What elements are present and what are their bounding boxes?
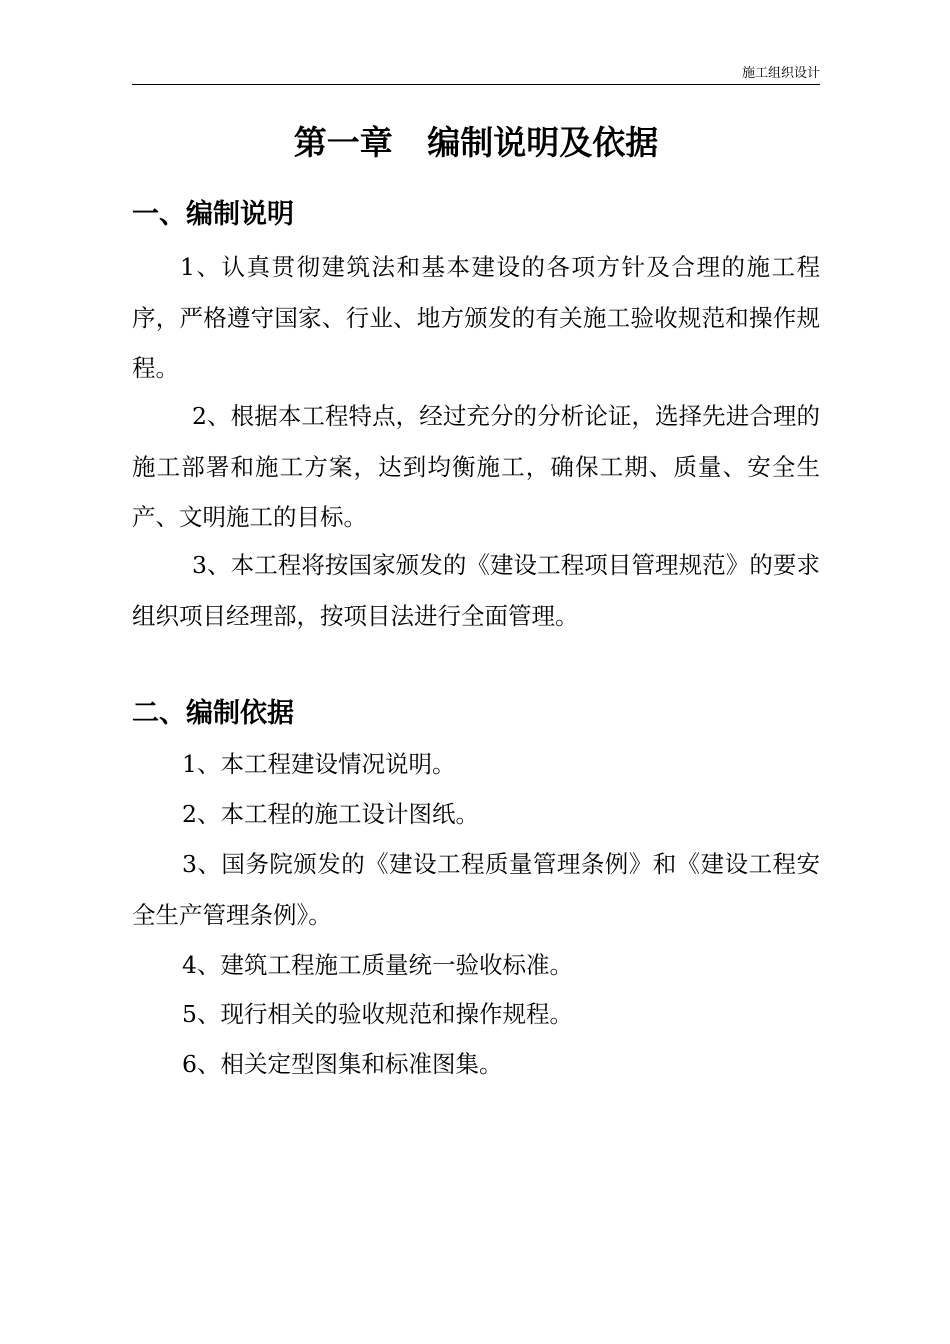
list-item: 4、建筑工程施工质量统一验收标准。: [182, 951, 573, 979]
list-item: 5、现行相关的验收规范和操作规程。: [182, 1000, 573, 1028]
section-heading-basis: 二、编制依据: [132, 698, 294, 729]
section-heading-explanation: 一、编制说明: [132, 199, 294, 230]
list-item: 2、本工程的施工设计图纸。: [182, 800, 479, 828]
list-item: 3、国务院颁发的《建设工程质量管理条例》和《建设工程安全生产管理条例》。: [132, 850, 820, 929]
running-title: 施工组织设计: [741, 66, 820, 81]
paragraph: 2、根据本工程特点，经过充分的分析论证，选择先进合理的施工部署和施工方案，达到均衡施工，确保工期、质量、安全生产、文明施工的目标。: [132, 402, 820, 531]
page-header: [132, 64, 820, 85]
chapter-title: 第一章 编制说明及依据: [293, 123, 659, 162]
paragraph: 3、本工程将按国家颁发的《建设工程项目管理规范》的要求组织项目经理部，按项目法进行全面管理。: [132, 551, 820, 630]
list-item: 6、相关定型图集和标准图集。: [182, 1050, 503, 1078]
paragraph: 1、认真贯彻建筑法和基本建设的各项方针及合理的施工程序，严格遵守国家、行业、地方颁发的有关施工验收规范和操作规程。: [132, 253, 820, 382]
list-item: 1、本工程建设情况说明。: [182, 750, 456, 778]
